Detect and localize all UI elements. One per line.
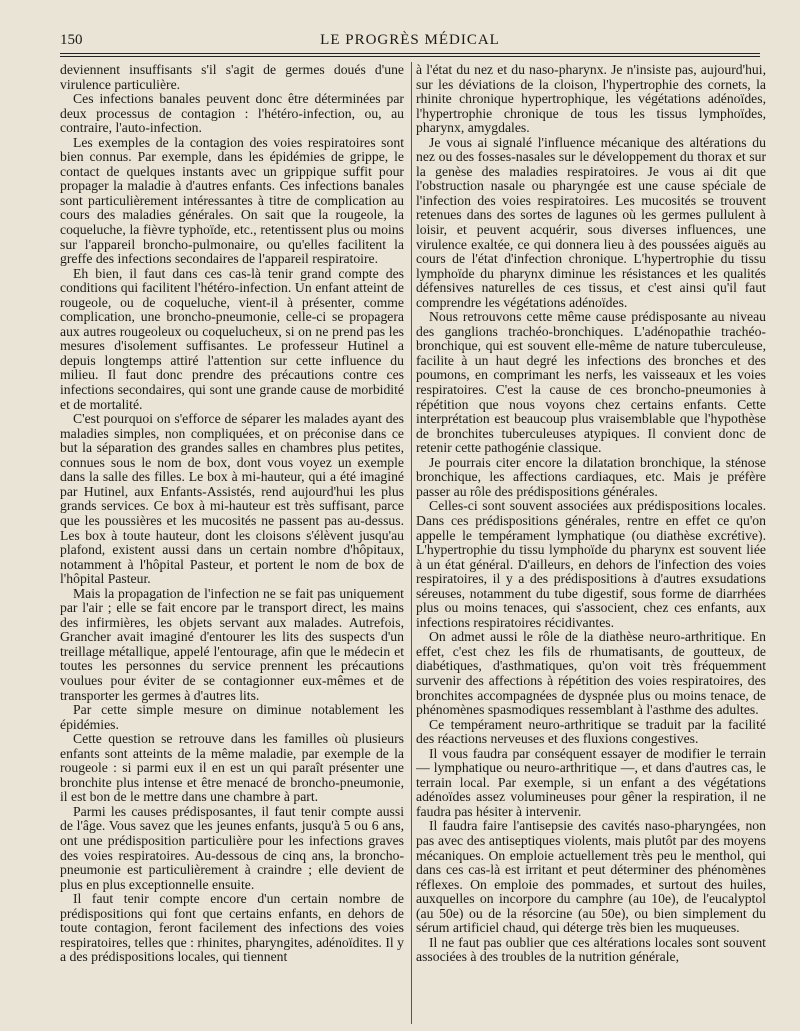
paragraph: Ces infections banales peuvent donc être déterminées par deux processus de contagion : l'hétéro-infection, ou, au contraire, l'auto-infection. <box>60 91 404 136</box>
paragraph: Cette question se retrouve dans les familles où plusieurs enfants sont atteints de la même maladie, par exemple de la rougeole : si parmi eux il en est un qui paraît présenter une bronchite plus intense et être menacé de broncho-pneumonie, il est bon de le mettre dans une chambre à part. <box>60 731 404 805</box>
paragraph: Eh bien, il faut dans ces cas-là tenir grand compte des conditions qui facilitent l'hétéro-infection. Un enfant atteint de rougeole, ou de coqueluche, vient-il à présenter, comme complication, une broncho-pneumonie, celle-ci se propagera aux autres rougeoleux ou coquelucheux, si on ne prend pas les mesures d'isolement suffisantes. Le professeur Hutinel a depuis longtemps attiré l'attention sur cette influence du milieu. Il faut donc prendre des précautions contre ces infections secondaires, qui sont une grande cause de morbidité et de mortalité. <box>60 265 404 412</box>
paragraph: Il faut tenir compte encore d'un certain nombre de prédispositions qui font que certains enfants, en dehors de toute contagion, feront facilement des infections des voies respiratoires, telles que : rhinites, pharyngites, adénoïdites. Il y a des prédispositions locales, qui tiennent <box>60 891 404 965</box>
left-column <box>60 63 404 1025</box>
paragraph: Les exemples de la contagion des voies respiratoires sont bien connus. Par exemple, dans les épidémies de grippe, le contact de quelques instants avec un grippique suffit pour propager la maladie à d'autres enfants. Ces infections banales sont particulièrement intéressantes à titre de complication au cours des maladies générales. On sait que la rougeole, la coqueluche, la fièvre typhoïde, etc., retentissent plus ou moins sur l'appareil broncho-pulmonaire, ou qu'elles facilitent la greffe des infections secondaires de l'appareil respiratoire. <box>60 134 404 267</box>
running-title: LE PROGRÈS MÉDICAL <box>320 32 500 48</box>
paragraph: Par cette simple mesure on diminue notablement les épidémies. <box>60 702 404 732</box>
paragraph: Il ne faut pas oublier que ces altérations locales sont souvent associées à des troubles de la nutrition générale, <box>416 934 766 965</box>
column-divider <box>411 62 412 1024</box>
paragraph: C'est pourquoi on s'efforce de séparer les malades ayant des maladies simples, non compliquées, et on préconise dans ce but la séparation des grandes salles en chambres plus petites, connues sous le nom de box, dont vous voyez un exemple dans la salle des filles. Le box à mi-hauteur, qui a été imaginé par Hutinel, aux Enfants-Assistés, rend aujourd'hui les plus grands services. Ce box à mi-hauteur est très suffisant, parce que les poussières et les mucosités ne passent pas au-dessus. Les box à toute hauteur, dont les cloisons s'élèvent jusqu'au plafond, existent aussi dans un certain nombre d'hôpitaux, notamment à l'hôpital Pasteur, et portent le nom de box de l'hôpital Pasteur. <box>60 411 404 587</box>
paragraph: à l'état du nez et du naso-pharynx. Je n'insiste pas, aujourd'hui, sur les déviations de la cloison, l'hypertrophie des cornets, la rhinite chronique hypertrophique, les végétations adénoïdes, l'hypertrophie chronique de tous les tissus lymphoïdes, pharynx, amygdales. <box>416 63 766 136</box>
header-rule <box>60 53 760 54</box>
page-number: 150 <box>60 32 83 48</box>
paragraph: deviennent insuffisants s'il s'agit de germes doués d'une virulence particulière. <box>60 63 404 92</box>
paragraph: Parmi les causes prédisposantes, il faut tenir compte aussi de l'âge. Vous savez que les jeunes enfants, jusqu'à 5 ou 6 ans, ont une prédisposition particulière pour les infections graves des voies respiratoires. Au-dessous de cinq ans, la broncho-pneumonie est particulièrement à craindre ; elle devient de plus en plus exceptionnelle ensuite. <box>60 803 404 892</box>
right-column <box>416 63 766 1025</box>
page-header <box>60 32 760 52</box>
paragraph: Celles-ci sont souvent associées aux prédispositions locales. Dans ces prédispositions générales, rentre en effet ce qu'on appelle le tempérament lymphatique (ou diathèse excrétive). L'hypertrophie du tissu lymphoïde du pharynx est souvent liée à un état général. D'ailleurs, en dehors de l'infection des voies respiratoires, il y a des prédispositions à d'autres exsudations séreuses, notamment du tube digestif, sous forme de diarrhées plus ou moins tenaces, qui s'associent, chez ces enfants, aux infections respiratoires récidivantes. <box>416 498 766 630</box>
paragraph: Nous retrouvons cette même cause prédisposante au niveau des ganglions trachéo-bronchiques. L'adénopathie trachéo-bronchique, qui est souvent elle-même de nature tuberculeuse, facilite à un haut degré les infections des bronches et des poumons, en comprimant les nerfs, les vaisseaux et les voies respiratoires. C'est la cause de ces broncho-pneumonies à répétition que nous voyons chez certains enfants. Cette interprétation est beaucoup plus vraisemblable que l'hypothèse de bronchites tuberculeuses atypiques. Il convient donc de retenir cette pathogénie classique. <box>416 309 766 456</box>
paragraph: On admet aussi le rôle de la diathèse neuro-arthritique. En effet, c'est chez les fils de rhumatisants, de goutteux, de diabétiques, d'asthmatiques, qu'on voit très fréquemment survenir des affections à répétition des voies respiratoires, des bronchites accompagnées de dyspnée plus ou moins tenace, de phénomènes spasmodiques ressemblant à l'asthme des adultes. <box>416 629 766 718</box>
paragraph: Ce tempérament neuro-arthritique se traduit par la facilité des réactions nerveuses et des fluxions congestives. <box>416 716 766 747</box>
paragraph: Il vous faudra par conséquent essayer de modifier le terrain — lymphatique ou neuro-arthritique —, et dans d'autres cas, le terrain local. Par exemple, si un enfant a des végétations adénoïdes assez volumineuses pour gêner la respiration, il ne faudra pas hésiter à intervenir. <box>416 745 766 819</box>
header-rule-double <box>60 56 760 57</box>
paragraph: Mais la propagation de l'infection ne se fait pas uniquement par l'air ; elle se fait encore par le transport direct, les mains des infirmières, les objets servant aux malades. Autrefois, Grancher avait imaginé d'entourer les lits des suspects d'un treillage métallique, appelé l'entourage, afin que le médecin et toutes les personnes du service prennent les précautions voulues pour éviter de se contagionner eux-mêmes et de transporter les germes à d'autres lits. <box>60 585 404 703</box>
paragraph: Je vous ai signalé l'influence mécanique des altérations du nez ou des fosses-nasales sur le développement du thorax et sur la genèse des maladies respiratoires. Je vous ai dit que l'obstruction nasale ou pharyngée est une cause spéciale de l'infection des voies respiratoires. Les mucosités se trouvent retenues dans des sortes de lagunes où les germes pullulent à loisir, et peuvent acquérir, sous diverses influences, une virulence exaltée, ce qui donnera lieu à des poussées aiguës au cours de l'état d'infection chronique. L'hypertrophie du tissu lymphoïde du pharynx diminue les résistances et les qualités défensives naturelles de ces tissus, et c'est ainsi qu'il faut comprendre les végétations adénoïdes. <box>416 134 766 310</box>
paragraph: Je pourrais citer encore la dilatation bronchique, la sténose bronchique, les affections cardiaques, etc. Mais je préfère passer au rôle des prédispositions générales. <box>416 454 766 499</box>
paragraph: Il faudra faire l'antisepsie des cavités naso-pharyngées, non pas avec des antiseptiques violents, mais plutôt par des moyens mécaniques. On emploie actuellement très peu le menthol, qui dans ces cas-là est irritant et peut déterminer des phénomènes réflexes. On emploie des pommades, et surtout des huiles, auxquelles on incorpore du camphre (au 10e), de l'eucalyptol (au 50e) ou de la résorcine (au 50e), ou bien simplement du sérum artificiel chaud, qui déterge très bien les muqueuses. <box>416 818 766 936</box>
